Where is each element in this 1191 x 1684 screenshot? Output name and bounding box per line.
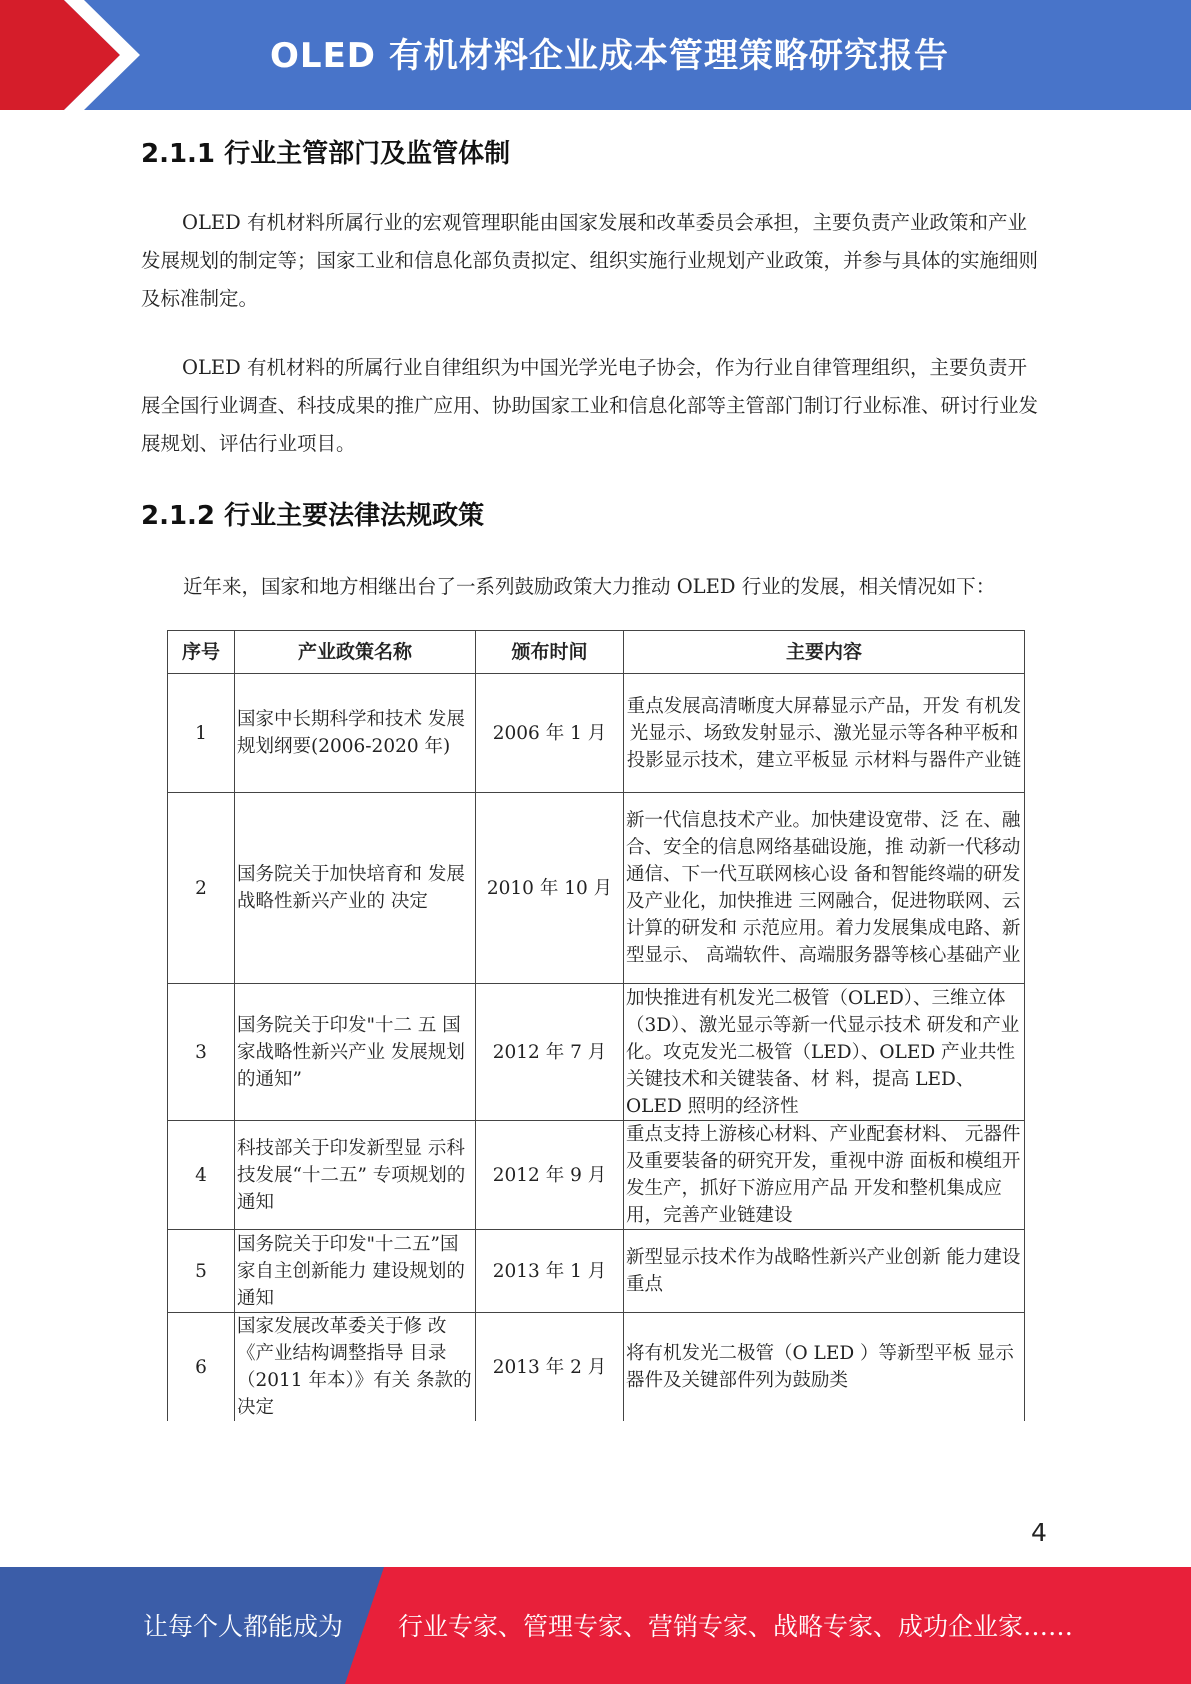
policy-name: 国家发展改革委关于修 改《产业结构调整指导 目录（2011 年本）》有关 条款的决定: [235, 1313, 476, 1422]
policy-content: 新型显示技术作为战略性新兴产业创新 能力建设重点: [624, 1230, 1025, 1313]
section-heading-2-1-2: 2.1.2 行业主要法律法规政策: [141, 501, 485, 531]
page-number: 4: [1031, 1518, 1047, 1547]
issue-date: 2012 年 7 月: [476, 984, 624, 1121]
row-number: 2: [168, 793, 235, 984]
column-header-date: 颁布时间: [476, 631, 624, 674]
table-row: [168, 1121, 1025, 1230]
row-number: 3: [168, 984, 235, 1121]
table-header-row: [168, 631, 1025, 674]
issue-date: 2006 年 1 月: [476, 674, 624, 793]
paragraph-regulator: OLED 有机材料所属行业的宏观管理职能由国家发展和改革委员会承担，主要负责产业政策和产业发展规划的制定等；国家工业和信息化部负责拟定、组织实施行业规划产业政策，并参与具体的实施细则及标准制定。: [141, 211, 1039, 310]
row-number: 1: [168, 674, 235, 793]
policy-name: 国家中长期科学和技术 发展规划纲要(2006-2020 年): [235, 674, 476, 793]
issue-date: 2013 年 2 月: [476, 1313, 624, 1422]
policy-name: 科技部关于印发新型显 示科技发展“十二五” 专项规划的通知: [235, 1121, 476, 1230]
row-number: 4: [168, 1121, 235, 1230]
policy-name: 国务院关于印发"十二 五 国家战略性新兴产业 发展规划的通知”: [235, 984, 476, 1121]
table-row: [168, 793, 1025, 984]
table-intro-text: 近年来，国家和地方相继出台了一系列鼓励政策大力推动 OLED 行业的发展，相关情况如下：: [183, 575, 996, 598]
issue-date: 2010 年 10 月: [476, 793, 624, 984]
header-banner: [0, 0, 1191, 110]
issue-date: 2012 年 9 月: [476, 1121, 624, 1230]
policy-content: 加快推进有机发光二极管（OLED）、三维立体（3D）、激光显示等新一代显示技术 研发和产业化。攻克发光二极管（LED）、OLED 产业共性关键技术和关键装备、材 料，提高 LED、OLED 照明的经济性: [624, 984, 1025, 1121]
policy-content: 将有机发光二极管（O LED ）等新型平板 显示器件及关键部件列为鼓励类: [624, 1313, 1025, 1422]
row-number: 6: [168, 1313, 235, 1422]
table-row: [168, 1230, 1025, 1313]
column-header-content: 主要内容: [624, 631, 1025, 674]
policy-content: 新一代信息技术产业。加快建设宽带、泛 在、融合、安全的信息网络基础设施，推 动新一代移动通信、下一代互联网核心设 备和智能终端的研发及产业化，加快推进 三网融合，促进物联网、云计算的研发和 示范应用。着力发展集成电路、新型显示、 高端软件、高端服务器等核心基础产业: [624, 793, 1025, 984]
chevron-arrow-icon: [0, 0, 160, 110]
row-number: 5: [168, 1230, 235, 1313]
column-header-number: 序号: [168, 631, 235, 674]
footer-slogan-right: 行业专家、管理专家、营销专家、战略专家、成功企业家……: [398, 1612, 1074, 1641]
footer-banner: [0, 1567, 1191, 1684]
table-row: [168, 674, 1025, 793]
policy-content: 重点支持上游核心材料、产业配套材料、 元器件及重要装备的研究开发，重视中游 面板和模组开发生产，抓好下游应用产品 开发和整机集成应用，完善产业链建设: [624, 1121, 1025, 1230]
section-heading-2-1-1: 2.1.1 行业主管部门及监管体制: [141, 139, 511, 169]
policy-name: 国务院关于加快培育和 发展战略性新兴产业的 决定: [235, 793, 476, 984]
report-title: OLED 有机材料企业成本管理策略研究报告: [270, 36, 949, 76]
policy-table: [167, 630, 1025, 1421]
table-row: [168, 984, 1025, 1121]
policy-content: 重点发展高清晰度大屏幕显示产品，开发 有机发光显示、场致发射显示、激光显示等各种平板和投影显示技术，建立平板显 示材料与器件产业链: [624, 674, 1025, 793]
table-row: [168, 1313, 1025, 1422]
policy-name: 国务院关于印发"十二五”国家自主创新能力 建设规划的通知: [235, 1230, 476, 1313]
footer-slogan-left: 让每个人都能成为: [143, 1612, 344, 1641]
column-header-policy-name: 产业政策名称: [235, 631, 476, 674]
paragraph-association: OLED 有机材料的所属行业自律组织为中国光学光电子协会，作为行业自律管理组织，主要负责开展全国行业调查、科技成果的推广应用、协助国家工业和信息化部等主管部门制订行业标准、研讨行业发展规划、评估行业项目。: [141, 356, 1039, 455]
issue-date: 2013 年 1 月: [476, 1230, 624, 1313]
